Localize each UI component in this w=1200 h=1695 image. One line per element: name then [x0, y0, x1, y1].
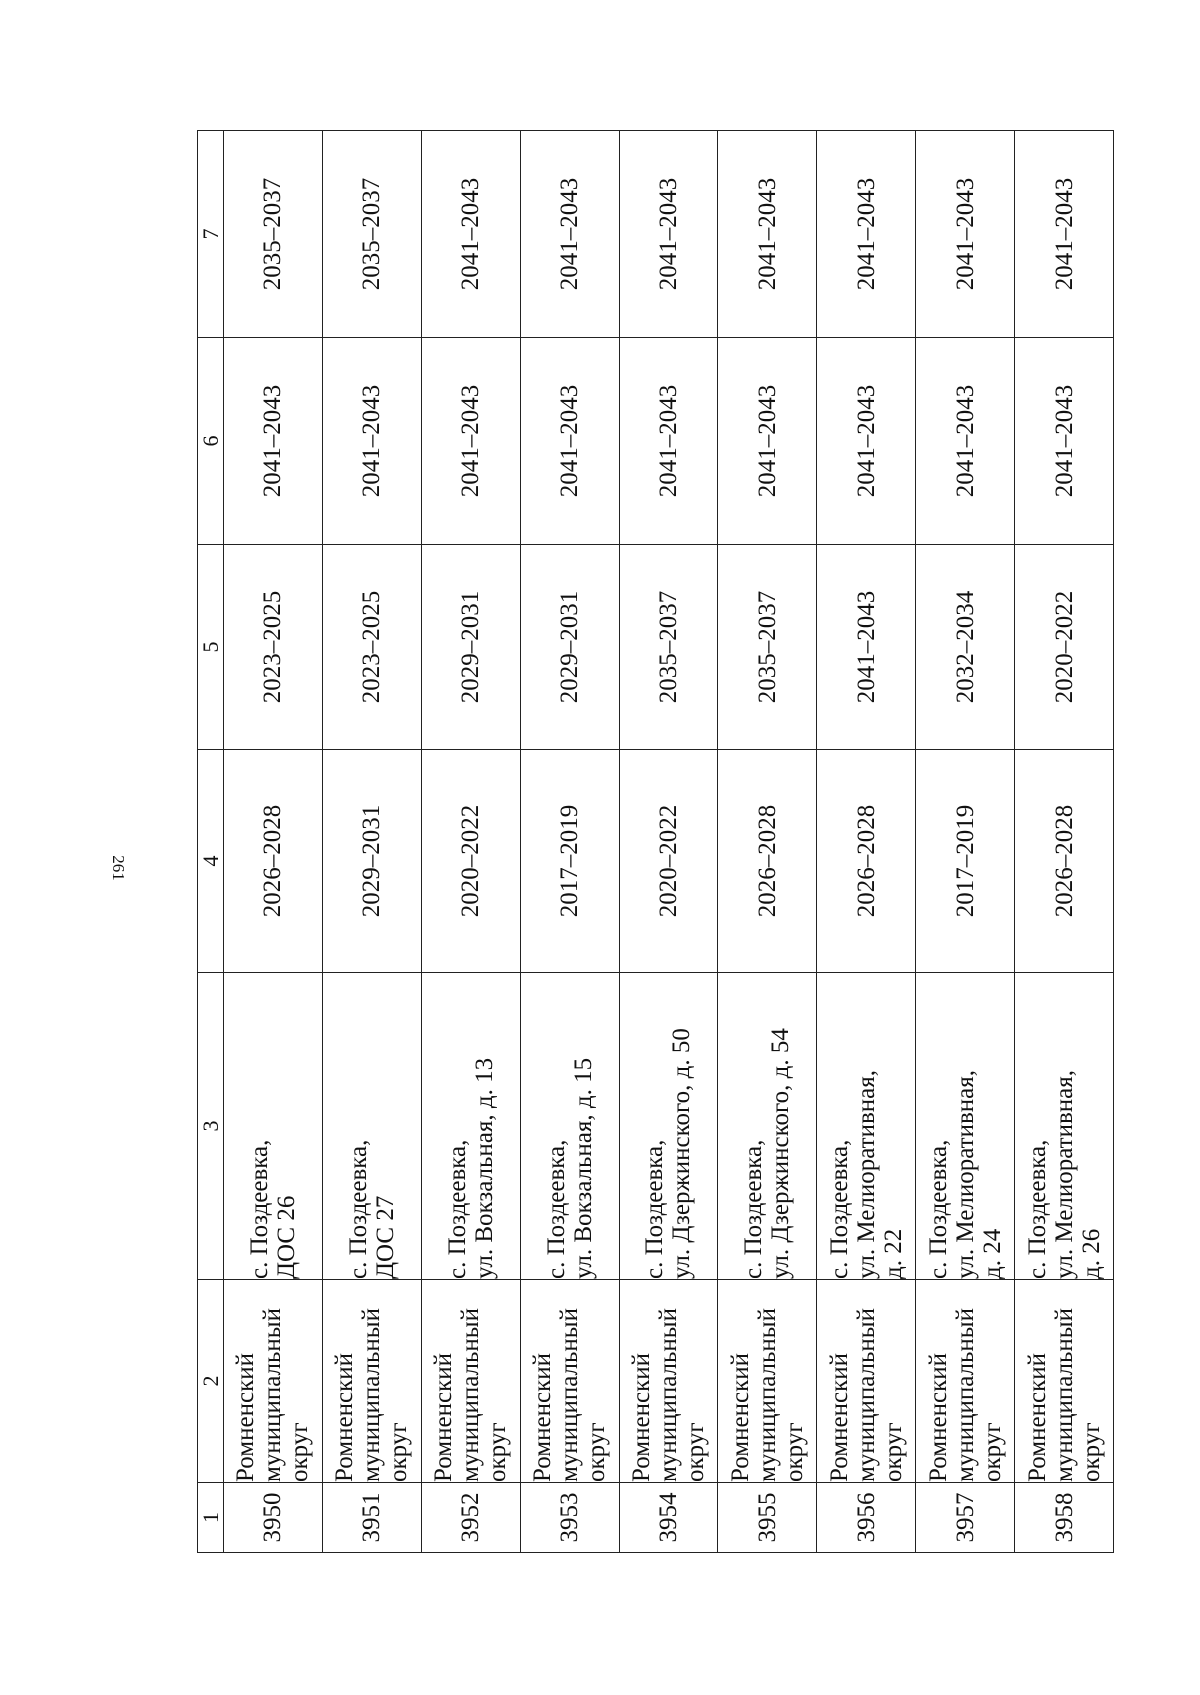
period-col-6: 2041–2043: [421, 338, 520, 545]
period-col-4: 2017–2019: [520, 750, 619, 973]
table-body: [224, 131, 1114, 1553]
district-cell: [916, 1280, 1015, 1483]
period-col-7: 2035–2037: [322, 131, 421, 338]
period-col-7: 2041–2043: [619, 131, 718, 338]
period-col-6: 2041–2043: [1015, 338, 1114, 545]
district-line: Ромненский: [430, 1353, 458, 1482]
district-cell: [1015, 1280, 1114, 1483]
district-cell: [421, 1280, 520, 1483]
district-line: муниципальный: [654, 1308, 682, 1482]
district-cell: [322, 1280, 421, 1483]
address-line: ул. Вокзальная, д. 15: [569, 1057, 597, 1279]
district-line: округ: [681, 1422, 709, 1482]
period-col-6: 2041–2043: [520, 338, 619, 545]
district-line: муниципальный: [753, 1308, 781, 1482]
address-line: ул. Мелиоративная,: [1050, 1069, 1078, 1279]
address-cell: [817, 973, 916, 1280]
district-line: округ: [286, 1422, 314, 1482]
address-line: с. Поздеевка,: [825, 1139, 853, 1279]
period-col-6: 2041–2043: [619, 338, 718, 545]
address-line: ул. Вокзальная, д. 13: [470, 1057, 498, 1279]
page-number: 261: [109, 855, 128, 881]
district-line: округ: [780, 1422, 808, 1482]
district-line: округ: [879, 1422, 907, 1482]
period-col-7: 2041–2043: [1015, 131, 1114, 338]
district-line: Ромненский: [627, 1353, 655, 1482]
district-cell: [817, 1280, 916, 1483]
district-line: муниципальный: [852, 1308, 880, 1482]
district-line: Ромненский: [1023, 1353, 1051, 1482]
table-row: [619, 131, 718, 1553]
district-line: муниципальный: [951, 1308, 979, 1482]
address-line: с. Поздеевка,: [245, 1139, 273, 1279]
table-row: [421, 131, 520, 1553]
address-cell: [520, 973, 619, 1280]
period-col-7: 2041–2043: [718, 131, 817, 338]
column-header-5: 5: [198, 545, 224, 750]
table-row: [322, 131, 421, 1553]
table-row: [916, 131, 1015, 1553]
column-header-1: 1: [198, 1483, 224, 1553]
address-line: ул. Мелиоративная,: [852, 1069, 880, 1279]
address-line: ДОС 27: [371, 1195, 399, 1279]
table-row: [817, 131, 916, 1553]
period-col-5: 2020–2022: [1015, 545, 1114, 750]
address-cell: [322, 973, 421, 1280]
address-line: с. Поздеевка,: [740, 1139, 768, 1279]
address-cell: [718, 973, 817, 1280]
district-line: муниципальный: [457, 1308, 485, 1482]
period-col-4: 2026–2028: [1015, 750, 1114, 973]
district-line: Ромненский: [232, 1353, 260, 1482]
address-line: с. Поздеевка,: [641, 1139, 669, 1279]
period-col-7: 2041–2043: [916, 131, 1015, 338]
period-col-5: 2023–2025: [322, 545, 421, 750]
district-line: Ромненский: [924, 1353, 952, 1482]
district-line: округ: [385, 1422, 413, 1482]
row-number: 3952: [421, 1483, 520, 1553]
period-col-5: 2032–2034: [916, 545, 1015, 750]
district-cell: [224, 1280, 323, 1483]
housing-repair-table: [197, 130, 1114, 1553]
address-line: с. Поздеевка,: [924, 1139, 952, 1279]
address-line: ул. Дзержинского, д. 50: [668, 1028, 696, 1279]
period-col-7: 2041–2043: [817, 131, 916, 338]
column-number-row: [198, 131, 224, 1553]
period-col-6: 2041–2043: [322, 338, 421, 545]
period-col-5: 2029–2031: [520, 545, 619, 750]
column-header-6: 6: [198, 338, 224, 545]
row-number: 3950: [224, 1483, 323, 1553]
period-col-4: 2029–2031: [322, 750, 421, 973]
district-line: Ромненский: [331, 1353, 359, 1482]
address-cell: [224, 973, 323, 1280]
row-number: 3957: [916, 1483, 1015, 1553]
period-col-7: 2041–2043: [520, 131, 619, 338]
district-line: Ромненский: [825, 1353, 853, 1482]
address-line: с. Поздеевка,: [1023, 1139, 1051, 1279]
district-cell: [619, 1280, 718, 1483]
column-header-7: 7: [198, 131, 224, 338]
row-number: 3958: [1015, 1483, 1114, 1553]
column-header-4: 4: [198, 750, 224, 973]
address-line: с. Поздеевка,: [443, 1139, 471, 1279]
period-col-6: 2041–2043: [224, 338, 323, 545]
address-cell: [619, 973, 718, 1280]
row-number: 3954: [619, 1483, 718, 1553]
period-col-7: 2041–2043: [421, 131, 520, 338]
table-row: [1015, 131, 1114, 1553]
column-header-2: 2: [198, 1280, 224, 1483]
period-col-4: 2026–2028: [817, 750, 916, 973]
address-line: д. 24: [978, 1228, 1006, 1279]
table-row: [520, 131, 619, 1553]
period-col-6: 2041–2043: [718, 338, 817, 545]
address-line: ул. Мелиоративная,: [951, 1069, 979, 1279]
district-line: Ромненский: [529, 1353, 557, 1482]
district-line: округ: [484, 1422, 512, 1482]
district-line: муниципальный: [556, 1308, 584, 1482]
address-cell: [916, 973, 1015, 1280]
district-line: округ: [583, 1422, 611, 1482]
period-col-4: 2017–2019: [916, 750, 1015, 973]
period-col-4: 2020–2022: [619, 750, 718, 973]
table-row: [718, 131, 817, 1553]
period-col-5: 2035–2037: [619, 545, 718, 750]
district-line: округ: [978, 1422, 1006, 1482]
period-col-4: 2026–2028: [224, 750, 323, 973]
period-col-7: 2035–2037: [224, 131, 323, 338]
address-line: ул. Дзержинского, д. 54: [767, 1028, 795, 1279]
district-line: муниципальный: [1050, 1308, 1078, 1482]
address-cell: [1015, 973, 1114, 1280]
district-line: округ: [1077, 1422, 1105, 1482]
row-number: 3953: [520, 1483, 619, 1553]
column-header-3: 3: [198, 973, 224, 1280]
period-col-6: 2041–2043: [916, 338, 1015, 545]
period-col-5: 2035–2037: [718, 545, 817, 750]
row-number: 3956: [817, 1483, 916, 1553]
table-row: [224, 131, 323, 1553]
period-col-5: 2029–2031: [421, 545, 520, 750]
period-col-5: 2023–2025: [224, 545, 323, 750]
period-col-4: 2026–2028: [718, 750, 817, 973]
address-cell: [421, 973, 520, 1280]
district-line: Ромненский: [726, 1353, 754, 1482]
period-col-6: 2041–2043: [817, 338, 916, 545]
district-line: муниципальный: [358, 1308, 386, 1482]
address-line: д. 22: [879, 1228, 907, 1279]
district-line: муниципальный: [259, 1308, 287, 1482]
district-cell: [520, 1280, 619, 1483]
row-number: 3955: [718, 1483, 817, 1553]
address-line: с. Поздеевка,: [344, 1139, 372, 1279]
period-col-5: 2041–2043: [817, 545, 916, 750]
row-number: 3951: [322, 1483, 421, 1553]
district-cell: [718, 1280, 817, 1483]
period-col-4: 2020–2022: [421, 750, 520, 973]
address-line: д. 26: [1077, 1228, 1105, 1279]
address-line: с. Поздеевка,: [542, 1139, 570, 1279]
table-container: [197, 131, 1114, 1553]
address-line: ДОС 26: [272, 1195, 300, 1279]
